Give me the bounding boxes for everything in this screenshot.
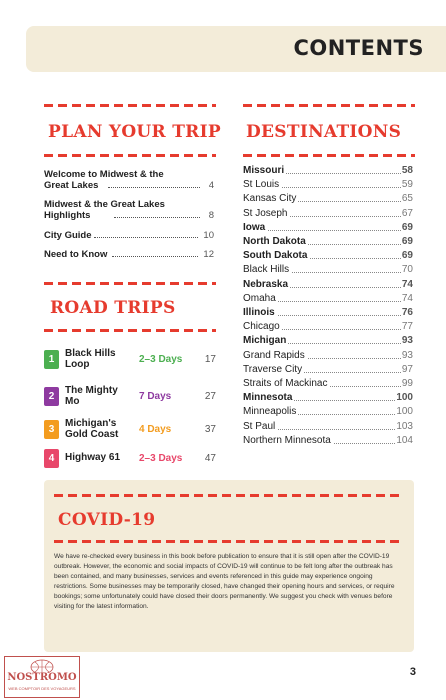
dot-leader <box>108 187 200 188</box>
destination-page: 69 <box>401 221 413 233</box>
logo-tagline: WEB COMPTOIR DES VOYAGEURS <box>8 686 76 691</box>
destination-item[interactable] <box>243 235 413 248</box>
dot-leader <box>243 230 413 231</box>
dot-leader <box>112 256 198 257</box>
plan-item-city-guide[interactable] <box>44 230 214 241</box>
destination-name: South Dakota <box>243 250 308 262</box>
road-trip-item[interactable] <box>44 417 216 443</box>
destination-page: 99 <box>401 378 413 389</box>
destination-item[interactable] <box>243 320 413 333</box>
dot-leader <box>94 237 198 238</box>
destination-item[interactable] <box>243 405 413 418</box>
trip-number-badge: 2 <box>44 387 59 406</box>
destination-item[interactable] <box>243 263 413 276</box>
destination-item[interactable] <box>243 334 413 347</box>
destination-name: Straits of Mackinac <box>243 378 328 389</box>
road-trip-item[interactable] <box>44 446 216 472</box>
destination-name: North Dakota <box>243 236 306 247</box>
divider <box>44 154 216 157</box>
destination-item[interactable] <box>243 249 413 262</box>
destination-name: Minnesota <box>243 392 293 404</box>
divider <box>44 104 216 107</box>
trip-name: Black Hills Loop <box>65 348 116 370</box>
destination-page: 93 <box>401 349 413 361</box>
destination-name: Minneapolis <box>243 406 297 418</box>
destination-name: Traverse City <box>243 363 303 375</box>
destination-item[interactable] <box>243 363 413 376</box>
destination-page: 59 <box>401 179 413 191</box>
plan-section-title: PLAN YOUR TRIP <box>48 122 221 142</box>
destination-page: 100 <box>396 392 413 404</box>
plan-item-page: 8 <box>208 210 214 221</box>
plan-item-page: 4 <box>208 180 214 191</box>
destination-item[interactable] <box>243 391 413 404</box>
destination-item[interactable] <box>243 278 413 291</box>
destination-page: 77 <box>401 321 413 333</box>
destination-page: 93 <box>401 335 413 347</box>
destination-name: Grand Rapids <box>243 349 305 361</box>
destination-item[interactable] <box>243 420 413 433</box>
plan-item-highlights[interactable] <box>44 199 214 221</box>
page-number: 3 <box>409 666 416 678</box>
trip-name: Michigan's Gold Coast <box>65 418 119 440</box>
divider <box>243 154 415 157</box>
destination-page: 103 <box>396 420 413 432</box>
plan-item-label: Welcome to Midwest & the Great Lakes <box>44 169 164 191</box>
destination-page: 97 <box>401 363 413 375</box>
divider <box>44 329 216 332</box>
destination-name: Iowa <box>243 221 266 233</box>
plan-item-page: 10 <box>203 230 214 241</box>
trip-page: 27 <box>204 391 216 402</box>
publisher-logo <box>4 656 80 698</box>
destination-name: Nebraska <box>243 278 289 290</box>
destination-name: Kansas City <box>243 193 297 205</box>
divider <box>243 104 415 107</box>
destination-item[interactable] <box>243 292 413 305</box>
divider <box>54 494 404 497</box>
destination-page: 65 <box>401 193 413 205</box>
destination-page: 69 <box>401 250 413 262</box>
trip-name: Highway 61 <box>65 452 121 463</box>
divider <box>44 282 216 285</box>
plan-item-label: Midwest & the Great Lakes Highlights <box>44 199 165 221</box>
destination-page: 104 <box>396 434 413 446</box>
destination-name: Northern Minnesota <box>243 434 331 446</box>
plan-item-need-to-know[interactable] <box>44 249 214 260</box>
destination-name: Black Hills <box>243 264 290 276</box>
destination-item[interactable] <box>243 434 413 447</box>
destination-name: Chicago <box>243 321 280 333</box>
destination-name: Illinois <box>243 307 275 318</box>
destination-page: 70 <box>401 264 413 276</box>
plan-item-label: City Guide <box>44 230 92 241</box>
road-trip-item[interactable] <box>44 347 216 373</box>
trip-page: 47 <box>204 453 216 464</box>
destination-item[interactable] <box>243 221 413 234</box>
destination-name: St Joseph <box>243 207 288 219</box>
dot-leader <box>114 217 200 218</box>
destination-item[interactable] <box>243 192 413 205</box>
trip-number-badge: 1 <box>44 350 59 369</box>
trip-page: 17 <box>204 354 216 365</box>
destination-item[interactable] <box>243 207 413 220</box>
trip-duration: 2–3 Days <box>139 354 183 365</box>
destination-page: 76 <box>401 307 413 318</box>
destination-name: Missouri <box>243 165 285 176</box>
trip-number-badge: 3 <box>44 420 59 439</box>
destinations-title: DESTINATIONS <box>246 122 402 142</box>
trip-duration: 7 Days <box>139 391 172 402</box>
trip-duration: 4 Days <box>139 424 172 435</box>
plan-item-label: Need to Know <box>44 249 108 260</box>
trip-number-badge: 4 <box>44 449 59 468</box>
plan-item-welcome[interactable] <box>44 169 214 191</box>
destination-item[interactable] <box>243 377 413 390</box>
trip-duration: 2–3 Days <box>139 453 183 464</box>
destination-name: Michigan <box>243 335 287 347</box>
destination-item[interactable] <box>243 306 413 319</box>
destination-page: 74 <box>401 278 413 290</box>
destination-page: 69 <box>401 236 413 247</box>
road-trip-item[interactable] <box>44 384 216 410</box>
trip-name: The Mighty Mo <box>65 385 118 407</box>
destination-page: 67 <box>401 207 413 219</box>
covid-title: COVID-19 <box>58 510 156 530</box>
globe-icon <box>5 657 79 673</box>
plan-item-page: 12 <box>203 249 214 260</box>
covid-body: We have re-checked every business in this book before publication to ensure that it is still open after the COVID-19 outbreak. However, the economic and social impacts of COVID-19 will continue to be felt long after the outbreak has been contained, and many businesses, services and events referenced in this guide may experience ongoing restrictions. Some businesses may be temporarily closed, have changed their opening hours and services, or require bookings; some unfortunately could have closed their doors permanently. We suggest you check with venues before visiting for the latest information. <box>54 553 395 610</box>
destination-page: 74 <box>401 292 413 304</box>
destination-name: Omaha <box>243 292 276 304</box>
destination-item[interactable] <box>243 349 413 362</box>
destination-item[interactable] <box>243 164 413 177</box>
logo-name: NOSTROMO <box>7 672 77 683</box>
page-title: CONTENTS <box>293 36 424 60</box>
divider <box>54 540 404 543</box>
road-trips-title: ROAD TRIPS <box>50 298 176 318</box>
destination-page: 58 <box>401 165 413 176</box>
destination-item[interactable] <box>243 178 413 191</box>
destination-name: St Louis <box>243 179 280 191</box>
trip-page: 37 <box>204 424 216 435</box>
destination-page: 100 <box>396 406 413 418</box>
destination-name: St Paul <box>243 420 276 432</box>
